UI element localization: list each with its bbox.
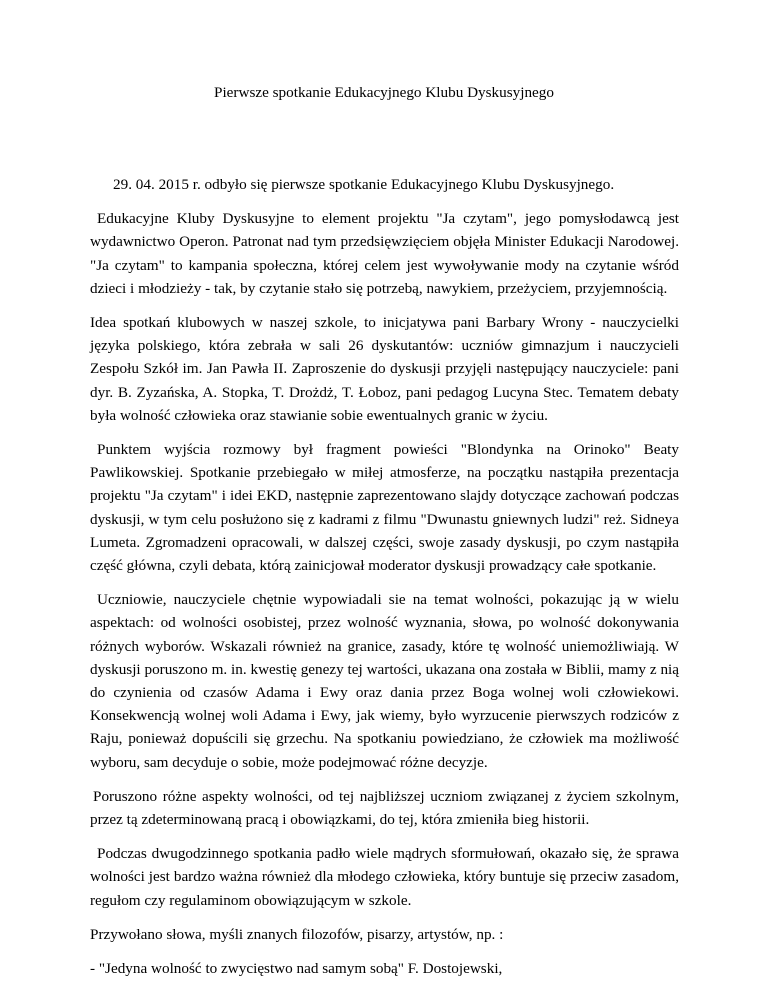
- paragraph-starting-point: Punktem wyjścia rozmowy był fragment powieści "Blondynka na Orinoko" Beaty Pawlikowskiej. Spotkanie przebiegało w miłej atmosferze, na początku nastąpiła prezentacja projektu "Ja czytam" i idei EKD, następnie zaprezentowano slajdy dotyczące zachowań podczas dyskusji, w tym celu posłużono się z kadrami z filmu "Dwunastu gniewnych ludzi" reż. Sidneya Lumeta. Zgromadzeni opracowali, w dalszej części, swoje zasady dyskusji, po czym nastąpiła część główna, czyli debata, którą zainicjował moderator dyskusji prowadzący całe spotkanie.: [90, 441, 679, 575]
- document-body: [90, 173, 679, 980]
- paragraph-idea: Idea spotkań klubowych w naszej szkole, to inicjatywa pani Barbary Wrony - nauczycielki języka polskiego, która zebrała w sali 26 dyskutantów: uczniów gimnazjum i nauczycieli Zespołu Szkół im. Jan Pawła II. Zaproszenie do dyskusji przyjęli następujący nauczyciele: pani dyr. B. Zyzańska, A. Stopka, T. Drożdż, T. Łoboz, pani pedagog Lucyna Stec. Tematem debaty była wolność człowieka oraz stawianie sobie ewentualnych granic w życiu.: [90, 314, 679, 424]
- paragraph-project: Edukacyjne Kluby Dyskusyjne to element projektu "Ja czytam", jego pomysłodawcą jest wydawnictwo Operon. Patronat nad tym przedsięwzięciem objęła Minister Edukacji Narodowej. "Ja czytam" to kampania społeczna, której celem jest wywoływanie mody na czytanie wśród dzieci i młodzieży - tak, by czytanie stało się potrzebą, nawykiem, przeżyciem, przyjemnością.: [90, 210, 679, 297]
- document-title: Pierwsze spotkanie Edukacyjnego Klubu Dyskusyjnego: [214, 84, 554, 101]
- paragraph-summary: Podczas dwugodzinnego spotkania padło wiele mądrych sformułowań, okazało się, że sprawa wolności jest bardzo ważna również dla młodego człowieka, który buntuje się przeciw zasadom, regułom czy regulaminom obowiązującym w szkole.: [90, 845, 679, 909]
- paragraph-date: 29. 04. 2015 r. odbyło się pierwsze spotkanie Edukacyjnego Klubu Dyskusyjnego.: [113, 176, 615, 193]
- paragraph-quotes-intro: Przywołano słowa, myśli znanych filozofów, pisarzy, artystów, np. :: [90, 925, 504, 943]
- paragraph-discussion: Uczniowie, nauczyciele chętnie wypowiadali sie na temat wolności, pokazując ją w wielu aspektach: od wolności osobistej, przez wolność wyznania, słowa, po wolność dokonywania różnych wyborów. Wskazali również na granice, zasady, które tę wolność uniemożliwiają. W dyskusji poruszono m. in. kwestię genezy tej wartości, ukazana ona została w Biblii, mamy z nią do czynienia od czasów Adama i Ewy oraz dania przez Boga wolnej woli człowiekowi. Konsekwencją wolnej woli Adama i Ewy, jak wiemy, było wyrzucenie pierwszych rodziców z Raju, ponieważ dopuścili się grzechu. Na spotkaniu powiedziano, że człowiek ma możliwość wyboru, sam decyduje o sobie, może podejmować różne decyzje.: [90, 591, 679, 771]
- paragraph-quote-dostojewski: - "Jedyna wolność to zwycięstwo nad samym sobą" F. Dostojewski,: [90, 960, 503, 978]
- paragraph-aspects: Poruszono różne aspekty wolności, od tej najbliższej uczniom związanej z życiem szkolnym, przez tą zdeterminowaną pracą i obowiązkami, do tej, która zmieniła bieg historii.: [90, 787, 679, 829]
